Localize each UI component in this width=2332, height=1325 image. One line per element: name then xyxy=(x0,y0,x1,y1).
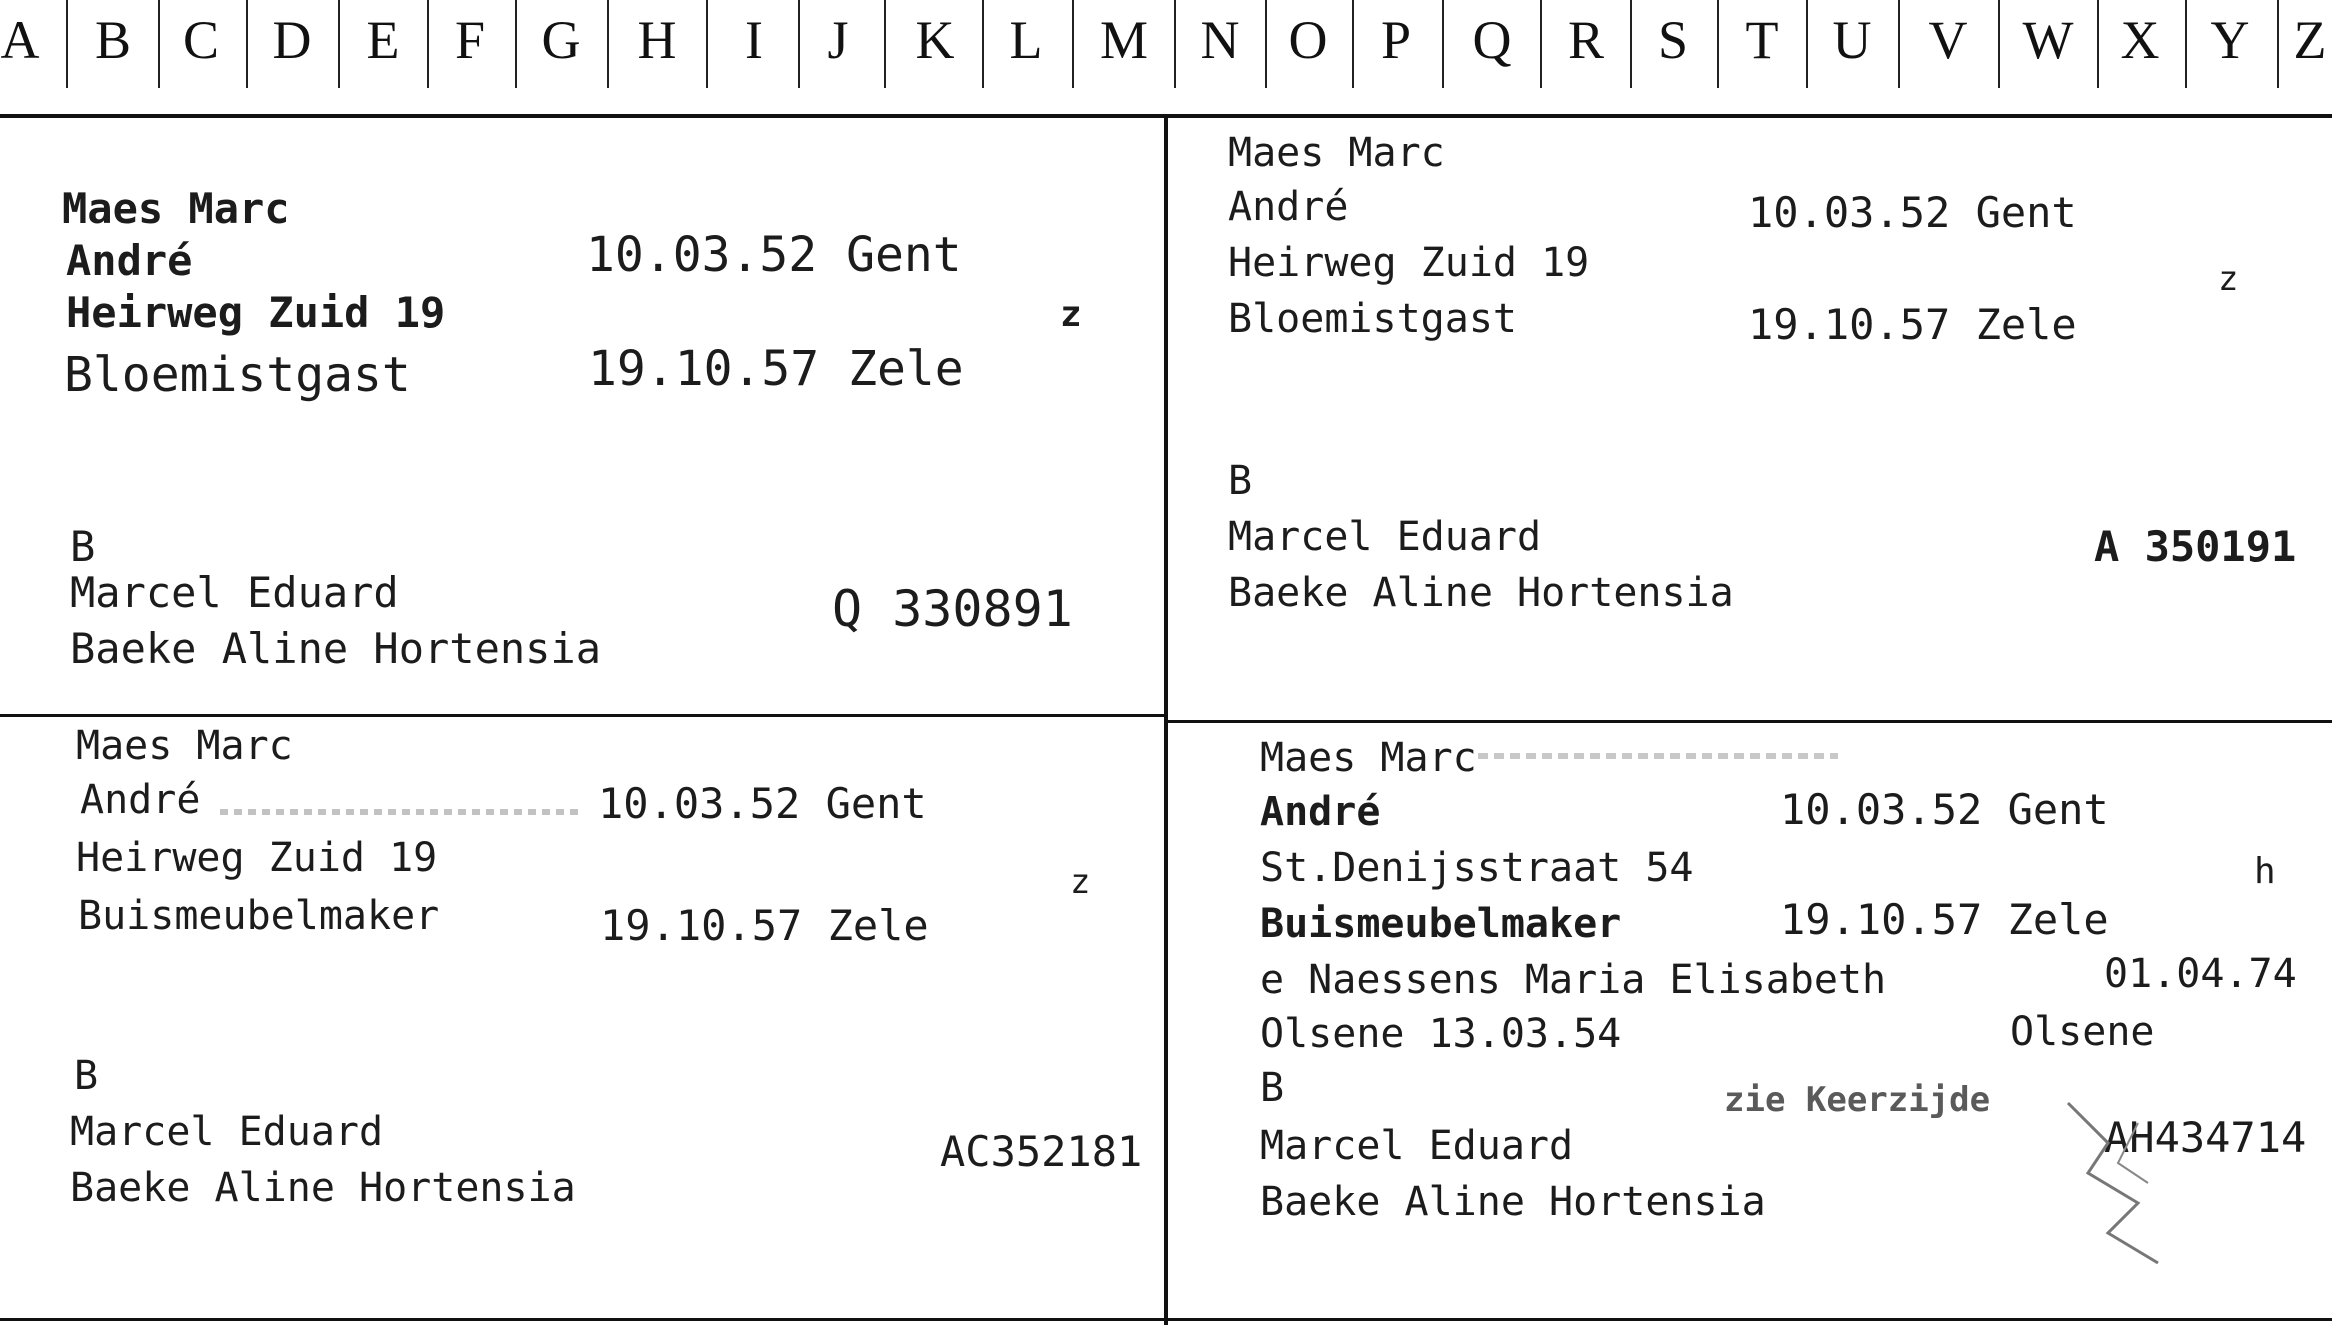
index-letter-c: C xyxy=(182,10,220,70)
index-letter-j: J xyxy=(827,10,849,70)
index-separator xyxy=(884,0,886,88)
card-mother: Baeke Aline Hortensia xyxy=(1228,570,1734,616)
card-given-name: André xyxy=(1228,184,1349,230)
index-separator xyxy=(2277,0,2279,88)
card-number: AH434714 xyxy=(2104,1113,2307,1162)
card-surname: Maes Marc xyxy=(76,723,293,769)
record-card-3 xyxy=(0,717,1164,1317)
index-separator xyxy=(2097,0,2099,88)
index-separator xyxy=(427,0,429,88)
bottom-rule xyxy=(0,1318,2332,1321)
card-arrival: 19.10.57 Zele xyxy=(1780,895,2109,944)
card-b-label: B xyxy=(70,522,96,571)
index-letter-m: M xyxy=(1099,10,1148,70)
scribble-mark xyxy=(2048,1083,2188,1283)
card-number: AC352181 xyxy=(940,1127,1143,1176)
index-letter-d: D xyxy=(272,10,312,70)
card-given-name: André xyxy=(1260,789,1381,835)
card-marriage-date: 01.04.74 xyxy=(2104,951,2297,997)
index-separator xyxy=(1174,0,1176,88)
card-father: Marcel Eduard xyxy=(70,1109,384,1155)
index-separator xyxy=(246,0,248,88)
index-separator xyxy=(338,0,340,88)
index-separator xyxy=(158,0,160,88)
card-spouse: e Naessens Maria Elisabeth xyxy=(1260,957,1887,1003)
index-separator xyxy=(1998,0,2000,88)
index-letter-s: S xyxy=(1657,10,1689,70)
index-separator xyxy=(1898,0,1900,88)
alphabet-index-strip xyxy=(0,0,2332,118)
index-letter-z: Z xyxy=(2293,10,2327,70)
index-letter-a: A xyxy=(0,10,40,70)
index-separator xyxy=(607,0,609,88)
card-birth: 10.03.52 Gent xyxy=(598,779,927,828)
index-letter-x: X xyxy=(2120,10,2160,70)
index-letter-g: G xyxy=(541,10,581,70)
index-separator xyxy=(1540,0,1542,88)
index-letter-b: B xyxy=(94,10,132,70)
index-letter-n: N xyxy=(1200,10,1240,70)
card-mark: h xyxy=(2254,851,2276,892)
index-letter-u: U xyxy=(1832,10,1872,70)
index-letter-h: H xyxy=(637,10,677,70)
card-mother: Baeke Aline Hortensia xyxy=(70,624,602,673)
card-arrival: 19.10.57 Zele xyxy=(1748,300,2077,349)
card-surname: Maes Marc xyxy=(1228,130,1445,176)
card-surname: Maes Marc xyxy=(62,184,290,233)
index-separator xyxy=(798,0,800,88)
card-arrival: 19.10.57 Zele xyxy=(600,901,929,950)
card-given-name: André xyxy=(66,236,193,285)
card-number: A 350191 xyxy=(2094,522,2297,571)
index-separator xyxy=(66,0,68,88)
index-separator xyxy=(1352,0,1354,88)
card-father: Marcel Eduard xyxy=(1228,514,1542,560)
index-letter-r: R xyxy=(1567,10,1605,70)
index-separator xyxy=(1442,0,1444,88)
index-separator xyxy=(1630,0,1632,88)
card-given-name: André xyxy=(80,777,201,823)
record-card-1 xyxy=(0,118,1164,714)
index-separator xyxy=(1265,0,1267,88)
index-letter-f: F xyxy=(454,10,486,70)
index-letter-e: E xyxy=(366,10,400,70)
record-card-4 xyxy=(1168,723,2332,1317)
card-occupation: Buismeubelmaker xyxy=(1260,901,1622,947)
index-letter-i: I xyxy=(745,10,763,70)
index-separator xyxy=(2185,0,2187,88)
card-marriage-place: Olsene xyxy=(2010,1009,2155,1055)
ink-smudge xyxy=(1478,753,1838,759)
card-b-label: B xyxy=(1228,458,1253,504)
index-letter-q: Q xyxy=(1472,10,1512,70)
card-number: Q 330891 xyxy=(832,580,1073,638)
card-b-label: B xyxy=(1260,1065,1285,1111)
card-b-label: B xyxy=(74,1053,99,1099)
index-letter-p: P xyxy=(1380,10,1412,70)
card-mother: Baeke Aline Hortensia xyxy=(1260,1179,1766,1225)
index-letter-y: Y xyxy=(2210,10,2250,70)
index-letter-v: V xyxy=(1928,10,1968,70)
index-letter-o: O xyxy=(1288,10,1328,70)
index-letter-k: K xyxy=(915,10,955,70)
card-occupation: Bloemistgast xyxy=(64,347,411,403)
index-separator xyxy=(1717,0,1719,88)
index-separator xyxy=(1072,0,1074,88)
card-street: Heirweg Zuid 19 xyxy=(1228,240,1590,286)
card-mother: Baeke Aline Hortensia xyxy=(70,1165,576,1211)
index-separator xyxy=(982,0,984,88)
card-mark: z xyxy=(1060,294,1082,335)
card-street: St.Denijsstraat 54 xyxy=(1260,845,1694,891)
card-street: Heirweg Zuid 19 xyxy=(66,288,446,337)
card-occupation: Bloemistgast xyxy=(1228,296,1517,342)
card-surname: Maes Marc xyxy=(1260,735,1477,781)
card-street: Heirweg Zuid 19 xyxy=(76,835,438,881)
card-father: Marcel Eduard xyxy=(1260,1123,1574,1169)
record-card-2 xyxy=(1168,118,2332,720)
index-letter-l: L xyxy=(1009,10,1043,70)
index-separator xyxy=(1806,0,1808,88)
card-arrival: 19.10.57 Zele xyxy=(588,341,964,397)
ink-smudge xyxy=(220,809,580,815)
card-mark: z xyxy=(1070,862,1091,902)
card-birth: 10.03.52 Gent xyxy=(1780,785,2109,834)
card-birth: 10.03.52 Gent xyxy=(586,227,962,283)
card-spouse-birth: Olsene 13.03.54 xyxy=(1260,1011,1622,1057)
index-separator xyxy=(706,0,708,88)
card-note: zie Keerzijde xyxy=(1724,1080,1991,1120)
index-letter-w: W xyxy=(2022,10,2074,70)
card-occupation: Buismeubelmaker xyxy=(78,893,440,939)
index-letter-t: T xyxy=(1745,10,1779,70)
index-separator xyxy=(515,0,517,88)
card-mark: z xyxy=(2218,259,2239,299)
card-birth: 10.03.52 Gent xyxy=(1748,188,2077,237)
card-father: Marcel Eduard xyxy=(70,568,399,617)
